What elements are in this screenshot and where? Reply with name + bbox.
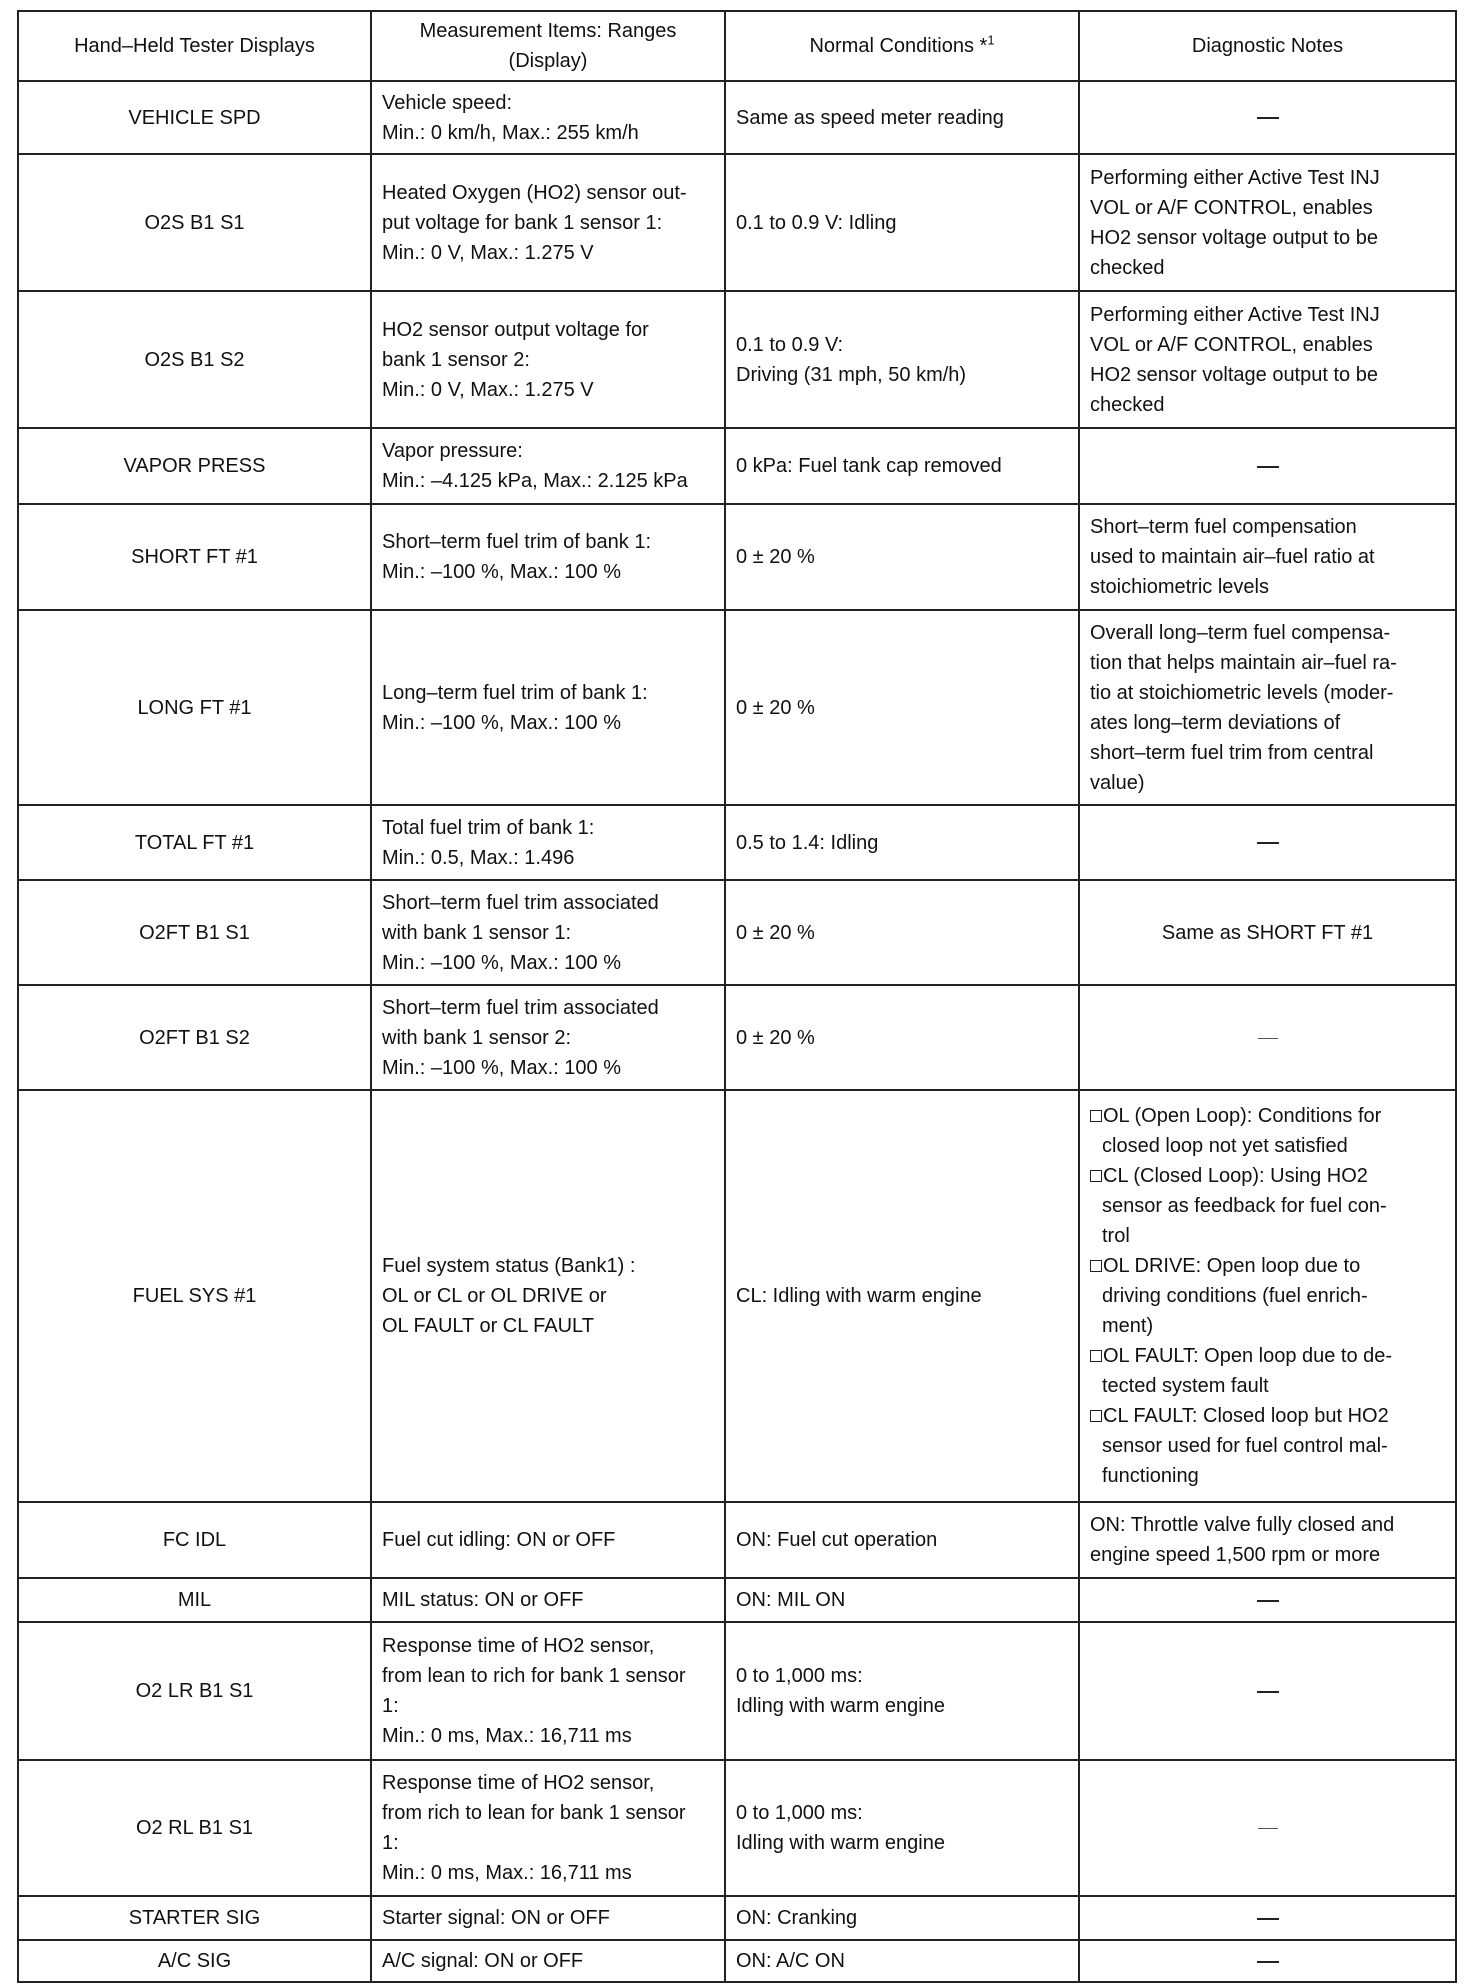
diagnostic-note-cell: ON: Throttle valve fully closed and engine speed 1,500 rpm or more — [1079, 1502, 1456, 1578]
table-row — [18, 1502, 1456, 1578]
tester-display-cell: VAPOR PRESS — [18, 428, 371, 504]
normal-condition-cell: 0 ± 20 % — [725, 880, 1079, 985]
normal-condition-cell: ON: A/C ON — [725, 1940, 1079, 1982]
measurement-cell: HO2 sensor output voltage for bank 1 sensor 2: Min.: 0 V, Max.: 1.275 V — [371, 291, 725, 428]
status-bullet-cl: CL (Closed Loop): Using HO2 — [1090, 1161, 1445, 1191]
measurement-cell: Heated Oxygen (HO2) sensor out- put voltage for bank 1 sensor 1: Min.: 0 V, Max.: 1.275 V — [371, 154, 725, 291]
bullet-square-icon — [1090, 1410, 1102, 1422]
bullet-square-icon — [1090, 1110, 1102, 1122]
diagnostic-note-cell — [1079, 1622, 1456, 1760]
measurement-cell: Response time of HO2 sensor, from lean to rich for bank 1 sensor 1: Min.: 0 ms, Max.: 16,711 ms — [371, 1622, 725, 1760]
normal-condition-cell: 0.1 to 0.9 V: Driving (31 mph, 50 km/h) — [725, 291, 1079, 428]
normal-condition-cell: 0 ± 20 % — [725, 610, 1079, 805]
normal-condition-cell: 0 ± 20 % — [725, 504, 1079, 610]
normal-condition-cell: 0.1 to 0.9 V: Idling — [725, 154, 1079, 291]
diagnostic-note-cell — [1079, 1578, 1456, 1622]
tester-display-cell: FUEL SYS #1 — [18, 1090, 371, 1502]
measurement-cell: Total fuel trim of bank 1: Min.: 0.5, Max.: 1.496 — [371, 805, 725, 880]
normal-condition-cell: Same as speed meter reading — [725, 81, 1079, 154]
measurement-cell: MIL status: ON or OFF — [371, 1578, 725, 1622]
tester-display-cell: O2 LR B1 S1 — [18, 1622, 371, 1760]
measurement-cell: Short–term fuel trim associated with bank 1 sensor 2: Min.: –100 %, Max.: 100 % — [371, 985, 725, 1090]
dash-mark — [1257, 1961, 1279, 1963]
measurement-cell: Short–term fuel trim of bank 1: Min.: –100 %, Max.: 100 % — [371, 504, 725, 610]
tester-display-cell: O2FT B1 S2 — [18, 985, 371, 1090]
diagnostic-note-cell — [1079, 428, 1456, 504]
diagnostic-note-cell — [1079, 1760, 1456, 1896]
measurement-cell: Fuel system status (Bank1) : OL or CL or OL DRIVE or OL FAULT or CL FAULT — [371, 1090, 725, 1502]
tester-display-cell: SHORT FT #1 — [18, 504, 371, 610]
tester-display-cell: O2S B1 S2 — [18, 291, 371, 428]
table-row — [18, 1896, 1456, 1940]
table-row — [18, 428, 1456, 504]
table-row — [18, 880, 1456, 985]
diagnostic-note-cell: Performing either Active Test INJ VOL or A/F CONTROL, enables HO2 sensor voltage output to be checked — [1079, 154, 1456, 291]
normal-condition-cell: ON: Cranking — [725, 1896, 1079, 1940]
diagnostic-note-cell: Short–term fuel compensation used to maintain air–fuel ratio at stoichiometric levels — [1079, 504, 1456, 610]
measurement-cell: Vehicle speed: Min.: 0 km/h, Max.: 255 km/h — [371, 81, 725, 154]
table-row — [18, 1090, 1456, 1502]
status-bullet-cl-fault: CL FAULT: Closed loop but HO2 — [1090, 1401, 1445, 1431]
measurement-cell: Short–term fuel trim associated with bank 1 sensor 1: Min.: –100 %, Max.: 100 % — [371, 880, 725, 985]
measurement-cell: Vapor pressure: Min.: –4.125 kPa, Max.: 2.125 kPa — [371, 428, 725, 504]
dash-mark — [1257, 1600, 1279, 1602]
normal-condition-cell: ON: MIL ON — [725, 1578, 1079, 1622]
diagnostic-note-cell: Performing either Active Test INJ VOL or A/F CONTROL, enables HO2 sensor voltage output to be checked — [1079, 291, 1456, 428]
normal-condition-cell: 0 ± 20 % — [725, 985, 1079, 1090]
tester-display-cell: FC IDL — [18, 1502, 371, 1578]
header-normal-conditions: Normal Conditions *$^1$ — [725, 11, 1079, 81]
normal-condition-cell: 0 to 1,000 ms: Idling with warm engine — [725, 1622, 1079, 1760]
header-measurement-items: Measurement Items: Ranges (Display) — [371, 11, 725, 81]
bullet-square-icon — [1090, 1260, 1102, 1272]
diagnostic-note-cell — [1079, 985, 1456, 1090]
dash-mark — [1257, 1691, 1279, 1693]
table-row — [18, 504, 1456, 610]
tester-data-table — [17, 10, 1457, 1983]
table-row — [18, 805, 1456, 880]
dash-mark — [1257, 1918, 1279, 1920]
table-row — [18, 1622, 1456, 1760]
tester-display-cell: O2FT B1 S1 — [18, 880, 371, 985]
status-bullet-ol-drive: OL DRIVE: Open loop due to — [1090, 1251, 1445, 1281]
dash-mark — [1258, 1828, 1278, 1829]
tester-display-cell: VEHICLE SPD — [18, 81, 371, 154]
measurement-cell: A/C signal: ON or OFF — [371, 1940, 725, 1982]
tester-display-cell: MIL — [18, 1578, 371, 1622]
diagnostic-note-cell: OL (Open Loop): Conditions for closed loop not yet satisfied CL (Closed Loop): Using HO2 sensor as feedback for fuel con- trol OL DRIVE: Open loop due to driving conditions (fuel enrich- ment) OL FAULT: Open loop due to de- tected system fault CL FAULT: Closed loop but HO2 sensor used for fuel control mal- functioning — [1079, 1090, 1456, 1502]
diagnostic-note-cell — [1079, 1896, 1456, 1940]
tester-display-cell: O2 RL B1 S1 — [18, 1760, 371, 1896]
diagnostic-note-cell — [1079, 805, 1456, 880]
table-row — [18, 985, 1456, 1090]
measurement-cell: Long–term fuel trim of bank 1: Min.: –100 %, Max.: 100 % — [371, 610, 725, 805]
table-row — [18, 154, 1456, 291]
table-row — [18, 1760, 1456, 1896]
normal-condition-cell: 0 to 1,000 ms: Idling with warm engine — [725, 1760, 1079, 1896]
normal-condition-cell: 0.5 to 1.4: Idling — [725, 805, 1079, 880]
dash-mark — [1257, 466, 1279, 468]
diagnostic-note-cell: Same as SHORT FT #1 — [1079, 880, 1456, 985]
diagnostic-note-cell — [1079, 1940, 1456, 1982]
bullet-square-icon — [1090, 1170, 1102, 1182]
diagnostic-note-cell — [1079, 81, 1456, 154]
normal-condition-cell: 0 kPa: Fuel tank cap removed — [725, 428, 1079, 504]
table-row — [18, 291, 1456, 428]
normal-condition-cell: ON: Fuel cut operation — [725, 1502, 1079, 1578]
dash-mark — [1257, 117, 1279, 119]
tester-display-cell: STARTER SIG — [18, 1896, 371, 1940]
tester-display-cell: TOTAL FT #1 — [18, 805, 371, 880]
measurement-cell: Starter signal: ON or OFF — [371, 1896, 725, 1940]
header-displays: Hand–Held Tester Displays — [18, 11, 371, 81]
tester-display-cell: A/C SIG — [18, 1940, 371, 1982]
table-row — [18, 81, 1456, 154]
table-row — [18, 1940, 1456, 1982]
tester-display-cell: LONG FT #1 — [18, 610, 371, 805]
status-bullet-ol-fault: OL FAULT: Open loop due to de- — [1090, 1341, 1445, 1371]
table-row — [18, 610, 1456, 805]
table-row — [18, 1578, 1456, 1622]
dash-mark — [1257, 842, 1279, 844]
header-diagnostic-notes: Diagnostic Notes — [1079, 11, 1456, 81]
measurement-cell: Response time of HO2 sensor, from rich to lean for bank 1 sensor 1: Min.: 0 ms, Max.: 16,711 ms — [371, 1760, 725, 1896]
diagnostic-note-cell: Overall long–term fuel compensa- tion that helps maintain air–fuel ra- tio at stoichiometric levels (moder- ates long–term deviations of short–term fuel trim from central value) — [1079, 610, 1456, 805]
dash-mark — [1258, 1038, 1278, 1039]
normal-condition-cell: CL: Idling with warm engine — [725, 1090, 1079, 1502]
status-bullet-ol: OL (Open Loop): Conditions for — [1090, 1101, 1445, 1131]
measurement-cell: Fuel cut idling: ON or OFF — [371, 1502, 725, 1578]
bullet-square-icon — [1090, 1350, 1102, 1362]
header-row — [18, 11, 1456, 81]
tester-display-cell: O2S B1 S1 — [18, 154, 371, 291]
